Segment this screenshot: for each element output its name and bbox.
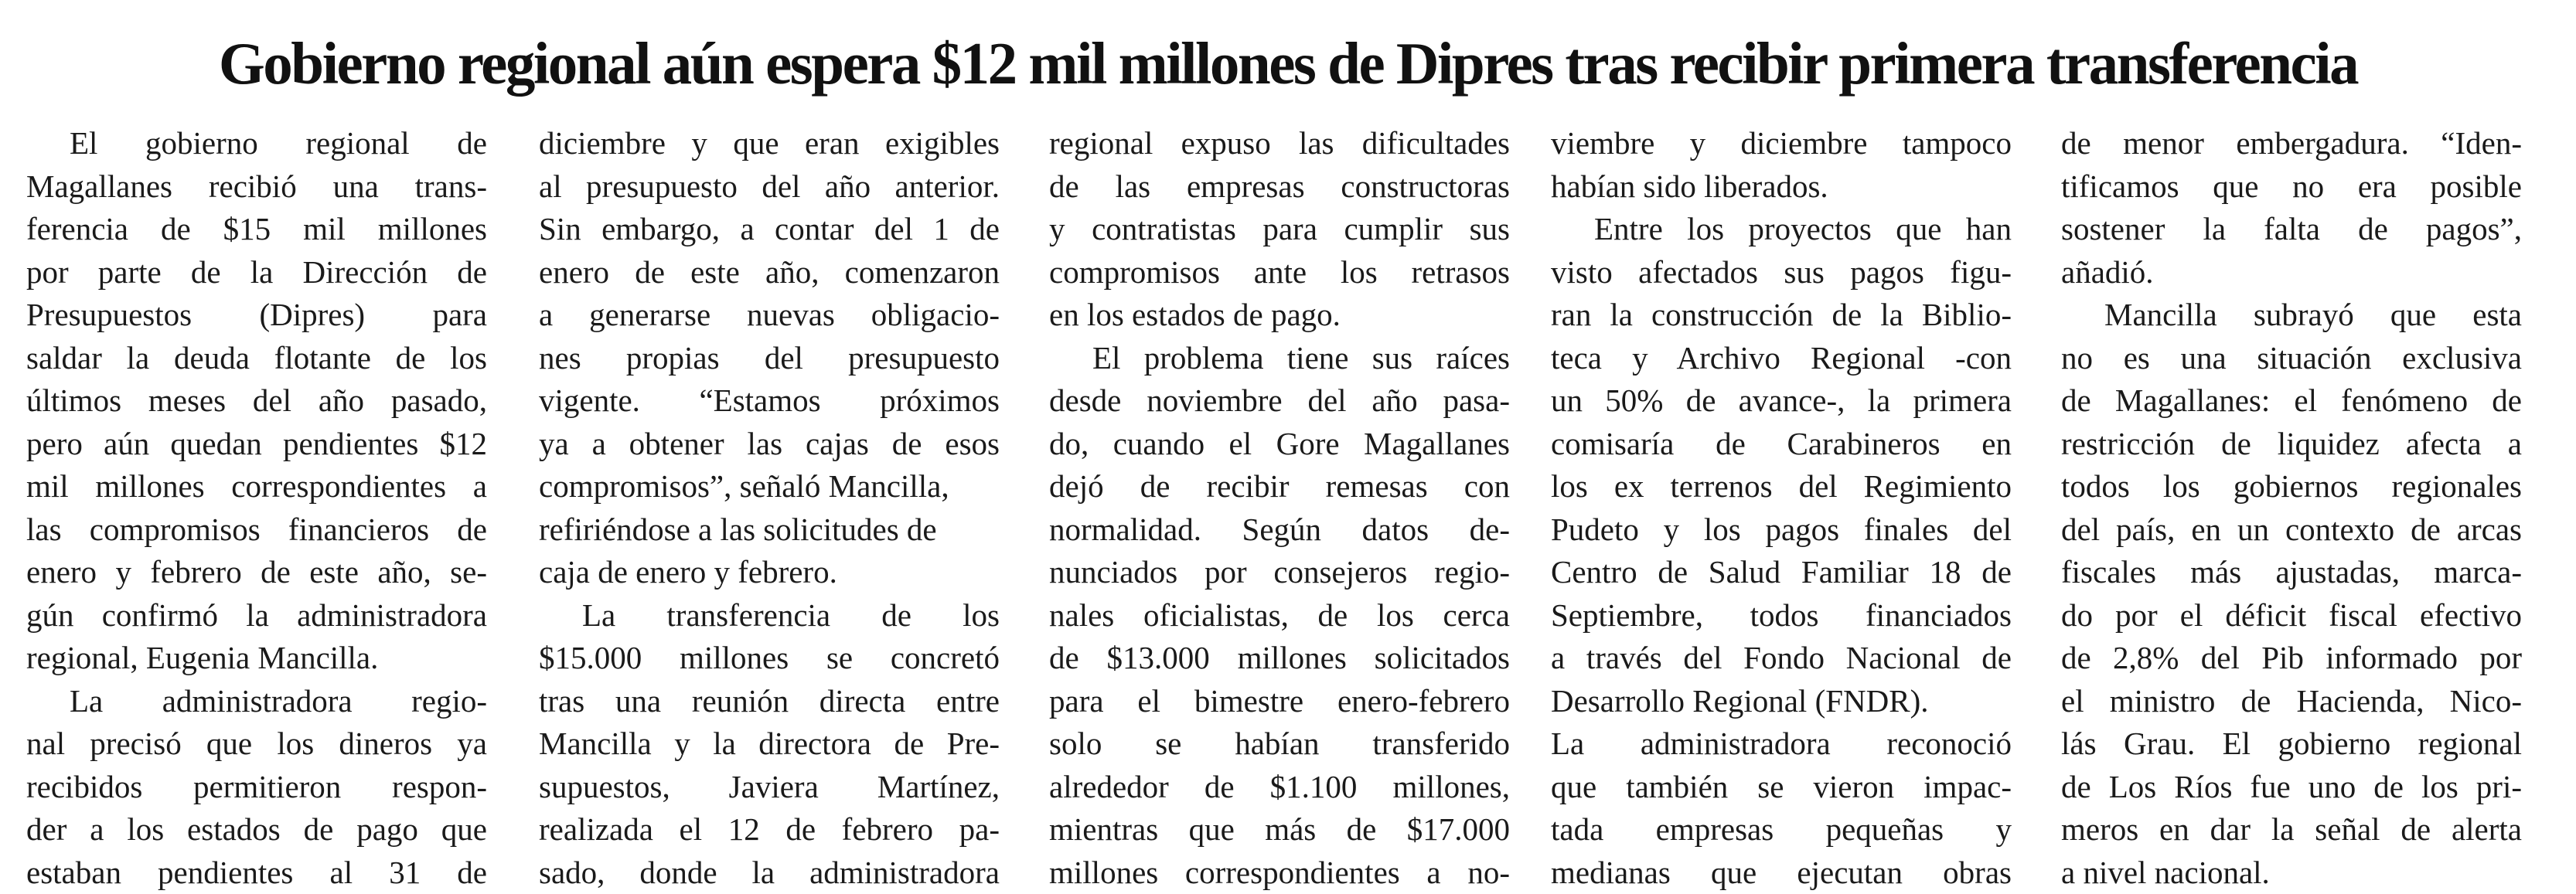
body-text-line: de $13.000 millones solicitados	[1049, 637, 1510, 680]
body-text-line: do por el déficit fiscal efectivo	[2061, 594, 2522, 637]
body-text-line: estaban pendientes al 31 de	[26, 852, 487, 894]
headline: Gobierno regional aún espera $12 mil millones de Dipres tras recibir primera transferencia	[0, 17, 2576, 110]
body-text-line: recibidos permitieron respon-	[26, 766, 487, 809]
body-text-line: a nivel nacional.	[2061, 852, 2522, 894]
body-text-line: visto afectados sus pagos figu-	[1551, 251, 2012, 294]
body-text-line: saldar la deuda flotante de los	[26, 337, 487, 380]
body-text-line: de Magallanes: el fenómeno de	[2061, 379, 2522, 423]
body-text-line: medianas que ejecutan obras	[1551, 852, 2012, 894]
body-text-line: do, cuando el Gore Magallanes	[1049, 423, 1510, 466]
body-text-line: Desarrollo Regional (FNDR).	[1551, 680, 2012, 723]
body-text-line: El problema tiene sus raíces	[1049, 337, 1510, 380]
article-column-1	[26, 122, 487, 864]
body-text-line: normalidad. Según datos de-	[1049, 508, 1510, 552]
body-text-line: Mancilla subrayó que esta	[2061, 294, 2522, 337]
body-text-line: nal precisó que los dineros ya	[26, 722, 487, 766]
body-text-line: regional expuso las dificultades	[1049, 122, 1510, 165]
body-text-line: Sin embargo, a contar del 1 de	[539, 208, 1000, 251]
body-text-line: teca y Archivo Regional -con	[1551, 337, 2012, 380]
body-text-line: las compromisos financieros de	[26, 508, 487, 552]
body-text-line: alrededor de $1.100 millones,	[1049, 766, 1510, 809]
body-text-line: nes propias del presupuesto	[539, 337, 1000, 380]
body-text-line: Presupuestos (Dipres) para	[26, 294, 487, 337]
body-text-line: Septiembre, todos financiados	[1551, 594, 2012, 637]
body-text-line: millones correspondientes a no-	[1049, 852, 1510, 894]
body-text-line: no es una situación exclusiva	[2061, 337, 2522, 380]
body-text-line: vigente. “Estamos próximos	[539, 379, 1000, 423]
body-text-line: enero y febrero de este año, se-	[26, 551, 487, 594]
body-text-line: diciembre y que eran exigibles	[539, 122, 1000, 165]
body-text-line: gún confirmó la administradora	[26, 594, 487, 637]
body-text-line: fiscales más ajustadas, marca-	[2061, 551, 2522, 594]
body-text-line: en los estados de pago.	[1049, 294, 1510, 337]
body-text-line: tada empresas pequeñas y	[1551, 808, 2012, 852]
body-text-line: tras una reunión directa entre	[539, 680, 1000, 723]
body-text-line: compromisos”, señaló Mancilla,	[539, 465, 1000, 508]
body-text-line: nales oficialistas, de los cerca	[1049, 594, 1510, 637]
article-column-3	[1049, 122, 1510, 864]
body-text-line: comisaría de Carabineros en	[1551, 423, 2012, 466]
body-text-line: todos los gobiernos regionales	[2061, 465, 2522, 508]
body-text-line: realizada el 12 de febrero pa-	[539, 808, 1000, 852]
body-text-line: desde noviembre del año pasa-	[1049, 379, 1510, 423]
body-text-line: El gobierno regional de	[26, 122, 487, 165]
article-column-5	[2061, 122, 2522, 864]
body-text-line: Pudeto y los pagos finales del	[1551, 508, 2012, 552]
body-text-line: que también se vieron impac-	[1551, 766, 2012, 809]
body-text-line: enero de este año, comenzaron	[539, 251, 1000, 294]
body-text-line: La transferencia de los	[539, 594, 1000, 637]
body-text-line: ran la construcción de la Biblio-	[1551, 294, 2012, 337]
body-text-line: mil millones correspondientes a	[26, 465, 487, 508]
body-text-line: caja de enero y febrero.	[539, 551, 1000, 594]
body-text-line: meros en dar la señal de alerta	[2061, 808, 2522, 852]
body-text-line: restricción de liquidez afecta a	[2061, 423, 2522, 466]
body-text-line: mientras que más de $17.000	[1049, 808, 1510, 852]
body-text-line: Mancilla y la directora de Pre-	[539, 722, 1000, 766]
body-text-line: pero aún quedan pendientes $12	[26, 423, 487, 466]
body-text-line: sostener la falta de pagos”,	[2061, 208, 2522, 251]
body-text-line: viembre y diciembre tampoco	[1551, 122, 2012, 165]
body-text-line: del país, en un contexto de arcas	[2061, 508, 2522, 552]
body-text-line: La administradora reconoció	[1551, 722, 2012, 766]
body-text-line: añadió.	[2061, 251, 2522, 294]
body-text-line: refiriéndose a las solicitudes de	[539, 508, 1000, 552]
body-text-line: Magallanes recibió una trans-	[26, 165, 487, 209]
body-text-line: lás Grau. El gobierno regional	[2061, 722, 2522, 766]
body-text-line: der a los estados de pago que	[26, 808, 487, 852]
body-text-line: solo se habían transferido	[1049, 722, 1510, 766]
body-text-line: nunciados por consejeros regio-	[1049, 551, 1510, 594]
body-text-line: de Los Ríos fue uno de los pri-	[2061, 766, 2522, 809]
article-column-4	[1551, 122, 2012, 864]
body-text-line: ya a obtener las cajas de esos	[539, 423, 1000, 466]
body-text-line: y contratistas para cumplir sus	[1049, 208, 1510, 251]
body-text-line: Entre los proyectos que han	[1551, 208, 2012, 251]
body-text-line: para el bimestre enero-febrero	[1049, 680, 1510, 723]
body-text-line: sado, donde la administradora	[539, 852, 1000, 894]
body-text-line: ferencia de $15 mil millones	[26, 208, 487, 251]
body-text-line: habían sido liberados.	[1551, 165, 2012, 209]
body-text-line: de 2,8% del Pib informado por	[2061, 637, 2522, 680]
body-text-line: La administradora regio-	[26, 680, 487, 723]
body-text-line: compromisos ante los retrasos	[1049, 251, 1510, 294]
body-text-line: tificamos que no era posible	[2061, 165, 2522, 209]
body-text-line: Centro de Salud Familiar 18 de	[1551, 551, 2012, 594]
body-text-line: los ex terrenos del Regimiento	[1551, 465, 2012, 508]
body-text-line: dejó de recibir remesas con	[1049, 465, 1510, 508]
body-text-line: a generarse nuevas obligacio-	[539, 294, 1000, 337]
body-text-line: un 50% de avance-, la primera	[1551, 379, 2012, 423]
body-text-line: de las empresas constructoras	[1049, 165, 1510, 209]
body-text-line: $15.000 millones se concretó	[539, 637, 1000, 680]
body-text-line: el ministro de Hacienda, Nico-	[2061, 680, 2522, 723]
body-text-line: últimos meses del año pasado,	[26, 379, 487, 423]
body-text-line: de menor embergadura. “Iden-	[2061, 122, 2522, 165]
body-text-line: regional, Eugenia Mancilla.	[26, 637, 487, 680]
body-text-line: supuestos, Javiera Martínez,	[539, 766, 1000, 809]
body-text-line: por parte de la Dirección de	[26, 251, 487, 294]
article-column-2	[539, 122, 1000, 864]
body-text-line: a través del Fondo Nacional de	[1551, 637, 2012, 680]
body-text-line: al presupuesto del año anterior.	[539, 165, 1000, 209]
